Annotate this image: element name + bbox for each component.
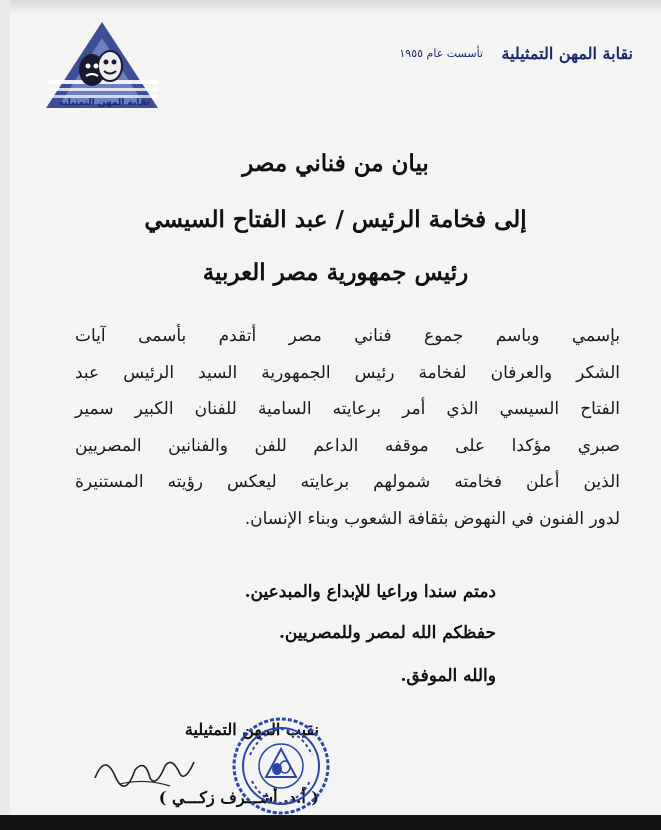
bottom-dark-bar [0,815,661,830]
signatory-name: ( أ.د. أشـــرف زكـــي ) [158,788,319,807]
body-line: الفتاح السيسي الذي أمر برعايته السامية للفنان الكبير سمير [75,399,620,419]
closing-line: والله الموفق. [400,666,496,686]
official-stamp [230,715,332,817]
body-line: لدور الفنون في النهوض بثقافة الشعوب وبناء الإنسان. [244,508,620,529]
statement-body [75,318,620,537]
letterhead-org-name: نقابة المهن التمثيلية [501,44,633,63]
body-line: بإسمي وباسم جموع فناني مصر أتقدم بأسمى آيات [75,326,620,346]
logo-caption: نقابة المهن التمثيلية [58,98,150,108]
body-line: الشكر والعرفان لفخامة رئيس الجمهورية السيد الرئيس عبد [75,362,620,383]
closing-line: دمتم سندا وراعيا للإبداع والمبدعين. [244,582,496,602]
addressee-position: رئيس جمهورية مصر العربية [202,259,469,286]
addressee-line: إلى فخامة الرئيس / عبد الفتاح السيسي [144,206,527,233]
letter-page [10,0,661,830]
letterhead-founded: تأسست عام ١٩٥٥ [399,47,483,60]
handwritten-signature [90,748,200,793]
body-line: صبري مؤكدا على موقفه الداعم للفن والفنانين المصريين [75,435,620,456]
closing-line: حفظكم الله لمصر وللمصريين. [279,623,496,643]
body-line: الذين أعلن فخامته شمولهم برعايته ليعكس رؤيته المستنيرة [75,472,620,492]
statement-title: بيان من فناني مصر [242,150,429,177]
top-shadow [10,0,661,14]
signatory-title: نقيب المهن التمثيلية [184,720,319,739]
